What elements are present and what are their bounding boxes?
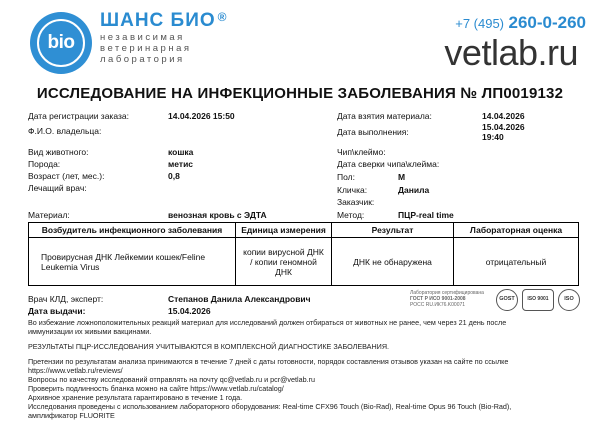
sample-date-label: Дата взятия материала: xyxy=(337,111,432,121)
nickname-value: Данила xyxy=(398,185,430,195)
phone-prefix: +7 (495) xyxy=(455,16,505,31)
pathogen-line-2: Leukemia Virus xyxy=(41,261,100,272)
sample-date-value: 14.04.2026 xyxy=(482,111,525,121)
doctor-label: Врач КЛД, эксперт: xyxy=(28,294,104,304)
issue-date-value: 15.04.2026 xyxy=(168,306,211,316)
vaccination-note-1: Во избежание ложноположительных реакций материал для исследований должен отбираться от животных не ранее, чем через 21 день после xyxy=(28,318,507,327)
doctor-name: Степанов Данила Александрович xyxy=(168,294,311,304)
page-title: ИССЛЕДОВАНИЕ НА ИНФЕКЦИОННЫЕ ЗАБОЛЕВАНИЯ № ЛП0019132 xyxy=(36,85,564,102)
done-date-value: 15.04.2026 xyxy=(482,122,525,132)
column-header-result: Результат xyxy=(332,223,454,238)
brand-subtitle-2: ветеринарная xyxy=(100,43,192,54)
certification-text xyxy=(410,290,490,308)
sex-value: М xyxy=(398,172,406,182)
column-header-assessment: Лабораторная оценка xyxy=(454,223,579,238)
footer-reviews-link[interactable]: https://www.vetlab.ru/reviews/ xyxy=(28,366,123,375)
iso-badge-icon: ISO xyxy=(558,289,580,311)
brand-subtitle-3: лаборатория xyxy=(100,54,185,65)
cert-line-2: ГОСТ Р ИСО 9001-2008 xyxy=(410,296,466,302)
vaccination-note-2: иммунизации их живыми вакцинами. xyxy=(28,327,152,336)
brand-subtitle-1: независимая xyxy=(100,32,185,43)
customer-label: Заказчик: xyxy=(337,197,375,207)
column-header-pathogen: Возбудитель инфекционного заболевания xyxy=(29,223,236,238)
pathogen-cell xyxy=(29,238,236,286)
material-value: венозная кровь с ЭДТА xyxy=(168,210,267,220)
footer-claims: Претензии по результатам анализа принимаются в течение 7 дней с даты готовности, порядок составления отзывов указан на сайте по ссылке xyxy=(28,357,509,366)
certification-badges xyxy=(496,289,586,313)
issue-date-label: Дата выдачи: xyxy=(28,306,86,316)
chip-label: Чип\клеймо: xyxy=(337,147,386,157)
footer-quality: Вопросы по качеству исследований отправлять на почту qc@vetlab.ru и pcr@vetlab.ru xyxy=(28,375,316,384)
reg-date-value: 14.04.2026 15:50 xyxy=(168,111,235,121)
phone[interactable] xyxy=(455,13,586,33)
nickname-label: Кличка: xyxy=(337,185,368,195)
done-date-label: Дата выполнения: xyxy=(337,127,409,137)
iso-9001-badge-icon: ISO 9001 xyxy=(522,289,554,311)
brand-block xyxy=(100,10,227,65)
cert-line-3: РОСС RU.ИК76.K00071 xyxy=(410,302,466,308)
breed-value: метис xyxy=(168,159,194,169)
method-value: ПЦР-real time xyxy=(398,210,454,220)
species-value: кошка xyxy=(168,147,194,157)
complex-note: РЕЗУЛЬТАТЫ ПЦР-ИССЛЕДОВАНИЯ УЧИТЫВАЮТСЯ В КОМПЛЕКСНОЙ ДИАГНОСТИКЕ ЗАБОЛЕВАНИЯ. xyxy=(28,342,390,351)
unit-cell xyxy=(236,238,332,286)
cert-line-1: Лаборатория сертифицирована xyxy=(410,290,484,296)
age-label: Возраст (лет, мес.): xyxy=(28,171,105,181)
results-table xyxy=(28,222,579,286)
phone-number: 260-0-260 xyxy=(508,13,586,32)
table-header-row xyxy=(29,223,579,238)
method-label: Метод: xyxy=(337,210,365,220)
reg-date-label: Дата регистрации заказа: xyxy=(28,111,129,121)
done-time-value: 19:40 xyxy=(482,132,504,142)
column-header-unit: Единица измерения xyxy=(236,223,332,238)
vet-label: Лечащий врач: xyxy=(28,183,87,193)
website-link[interactable]: vetlab.ru xyxy=(444,32,578,73)
result-cell: ДНК не обнаружена xyxy=(332,238,454,286)
age-value: 0,8 xyxy=(168,171,180,181)
brand-registered-mark: ® xyxy=(217,10,228,24)
sex-label: Пол: xyxy=(337,172,355,182)
logo-text: bio xyxy=(37,19,85,67)
footer-equipment-2: амплификатор FLUORITE xyxy=(28,411,115,420)
gost-badge-icon: GOST xyxy=(496,289,518,311)
chip-check-label: Дата сверки чипа\клейма: xyxy=(337,159,440,169)
species-label: Вид животного: xyxy=(28,147,89,157)
material-label: Материал: xyxy=(28,210,70,220)
footer-archive: Архивное хранение результата гарантировано в течение 1 года. xyxy=(28,393,243,402)
pathogen-line-1: Провирусная ДНК Лейкемии кошек/Feline xyxy=(41,251,206,262)
lab-logo xyxy=(30,12,92,74)
brand-name: ШАНС БИО xyxy=(100,10,216,31)
table-row xyxy=(29,238,579,286)
owner-label: Ф.И.О. владельца: xyxy=(28,126,102,136)
footer-equipment-1: Исследования проведены с использованием лабораторного оборудования: Real-time CFX96 Touch (Bio-Rad), Real-time Opus 96 Touch (Bio-Rad), xyxy=(28,402,512,411)
breed-label: Порода: xyxy=(28,159,61,169)
footer-verify: Проверить подлинность бланка можно на сайте https://www.vetlab.ru/catalog/ xyxy=(28,384,284,393)
unit-line-1: копии вирусной ДНК xyxy=(243,246,324,257)
assessment-cell: отрицательный xyxy=(454,238,579,286)
unit-line-2: / копии геномной xyxy=(250,256,317,267)
unit-line-3: ДНК xyxy=(275,266,292,277)
